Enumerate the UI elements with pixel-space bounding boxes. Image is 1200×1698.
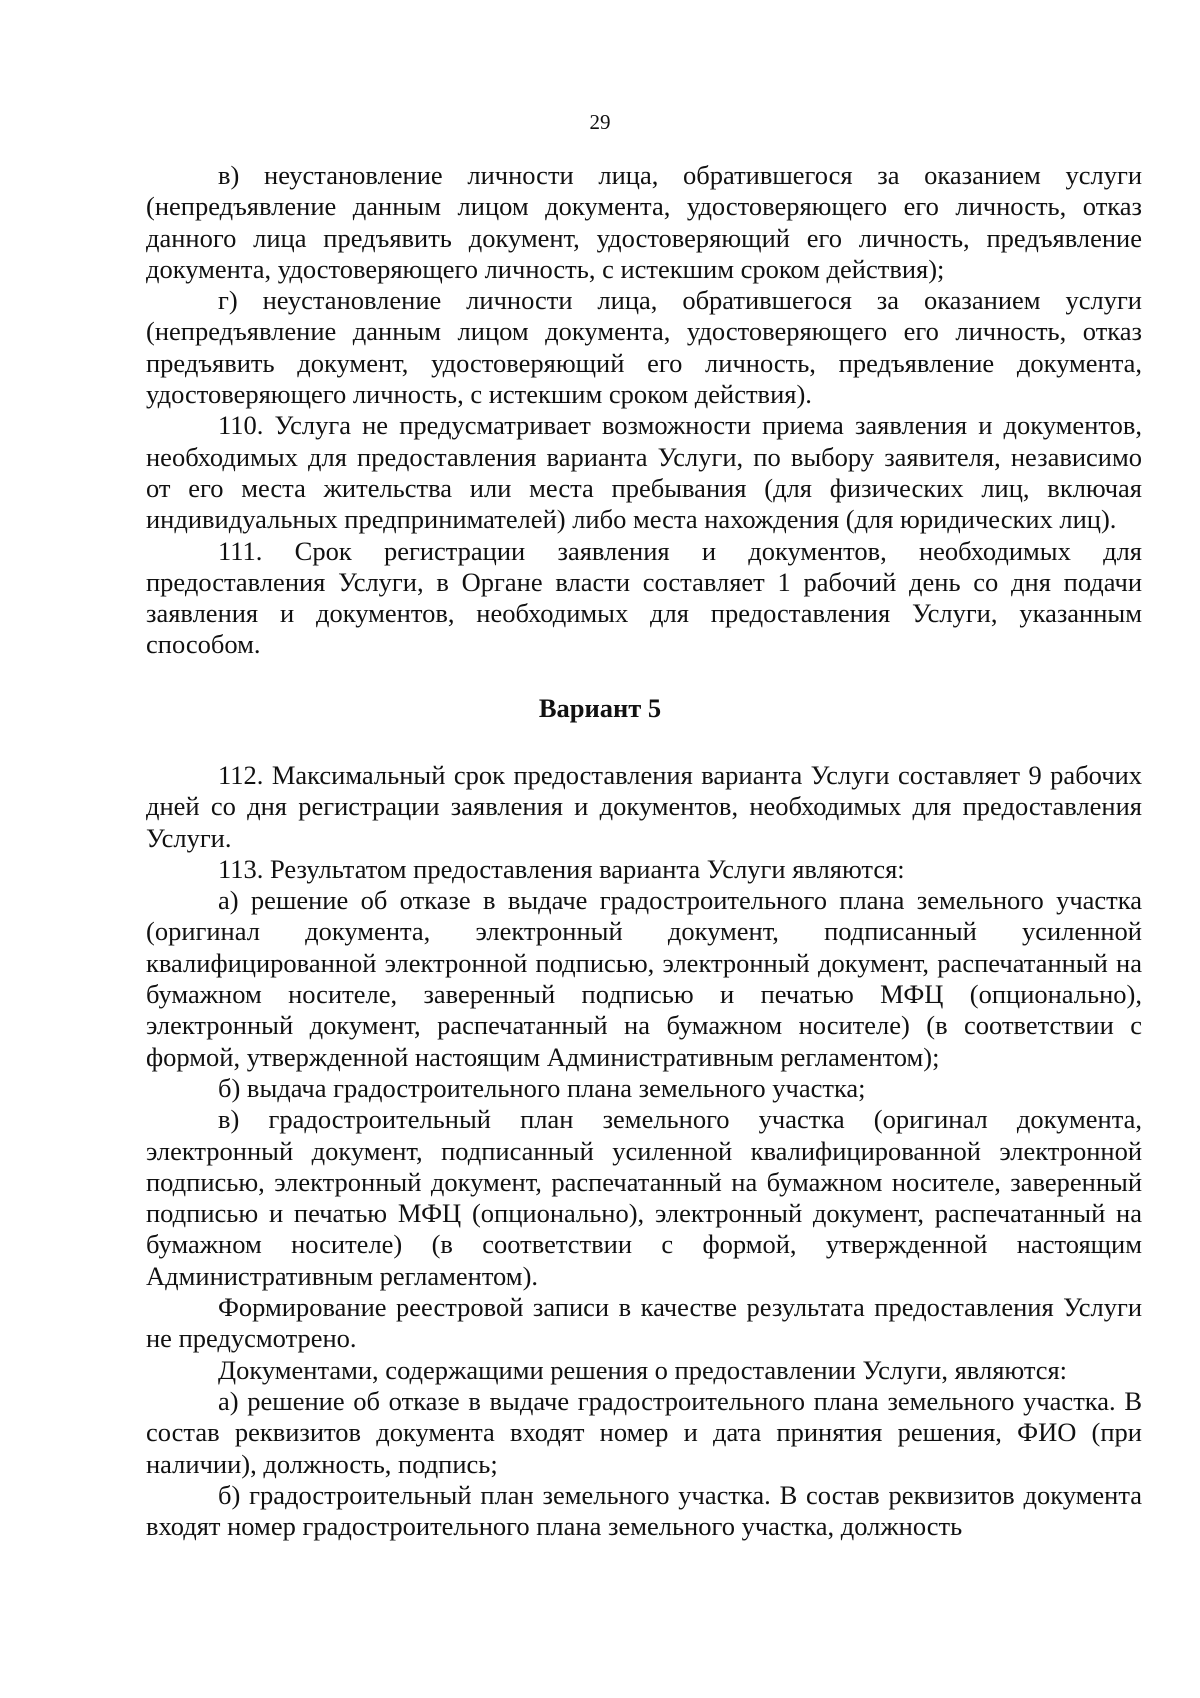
paragraph-110: 110. Услуга не предусматривает возможности приема заявления и документов, необходимых для предоставления варианта Услуги, по выбору заявителя, независимо от его места жительства или места пребывания (для физических лиц, включая индивидуальных предпринимателей) либо места нахождения (для юридических лиц). [146, 410, 1142, 535]
paragraph-v-plan: в) градостроительный план земельного участка (оригинал документа, электронный документ, подписанный усиленной квалифицированной электронной подписью, электронный документ, распечатанный на бумажном носителе, заверенный подписью и печатью МФЦ (опционально), электронный документ, распечатанный на бумажном носителе) (в соответствии с формой, утвержденной настоящим Административным регламентом). [146, 1104, 1142, 1291]
text-block-after-heading [146, 760, 1142, 1542]
paragraph-a-refusal-requisites: а) решение об отказе в выдаче градостроительного плана земельного участка. В состав реквизитов документа входят номер и дата принятия решения, ФИО (при наличии), должность, подпись; [146, 1385, 1142, 1479]
paragraph-112: 112. Максимальный срок предоставления варианта Услуги составляет 9 рабочих дней со дня регистрации заявления и документов, необходимых для предоставления Услуги. [146, 760, 1142, 853]
paragraph-113: 113. Результатом предоставления варианта Услуги являются: [218, 853, 905, 884]
paragraph-111: 111. Срок регистрации заявления и документов, необходимых для предоставления Услуги, в Органе власти составляет 1 рабочий день со дня подачи заявления и документов, необходимых для предоставления Услуги, указанным способом. [146, 535, 1142, 660]
paragraph-registry-record: Формирование реестровой записи в качестве результата предоставления Услуги не предусмотрено. [146, 1292, 1142, 1354]
paragraph-decision-documents: Документами, содержащими решения о предоставлении Услуги, являются: [218, 1354, 1068, 1385]
page-number: 29 [589, 110, 611, 134]
text-block-before-heading [146, 160, 1142, 661]
paragraph-a-refusal: а) решение об отказе в выдаче градостроительного плана земельного участка (оригинал документа, электронный документ, подписанный усиленной квалифицированной электронной подписью, электронный документ, распечатанный на бумажном носителе, заверенный подписью и печатью МФЦ (опционально), электронный документ, распечатанный на бумажном носителе) (в соответствии с формой, утвержденной настоящим Административным регламентом); [146, 885, 1142, 1072]
paragraph-b-issuance: б) выдача градостроительного плана земельного участка; [218, 1072, 866, 1103]
paragraph-b-plan-requisites: б) градостроительный план земельного участка. В состав реквизитов документа входят номер градостроительного плана земельного участка, должность [146, 1479, 1142, 1542]
paragraph-g-identity: г) неустановление личности лица, обратившегося за оказанием услуги (непредъявление данным лицом документа, удостоверяющего его личность, отказ предъявить документ, удостоверяющий его личность, предъявление документа, удостоверяющего личность, с истекшим сроком действия). [146, 285, 1142, 410]
section-heading: Вариант 5 [538, 693, 662, 723]
paragraph-v-identity: в) неустановление личности лица, обратившегося за оказанием услуги (непредъявление данным лицом документа, удостоверяющего его личность, отказ данного лица предъявить документ, удостоверяющий его личность, предъявление документа, удостоверяющего личность, с истекшим сроком действия); [146, 160, 1142, 284]
